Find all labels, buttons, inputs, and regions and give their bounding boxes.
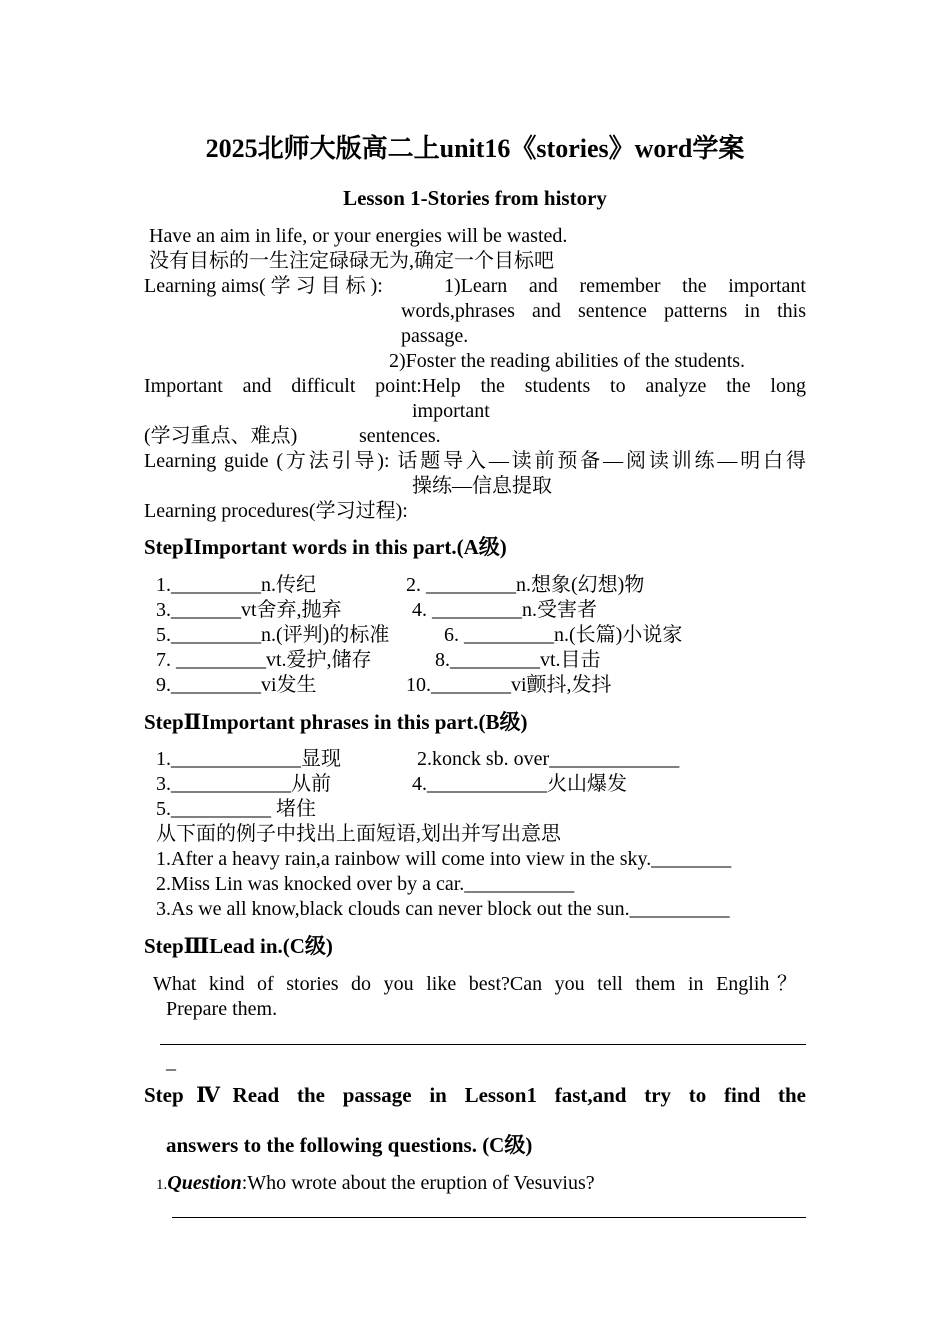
step4-question-number: 1. <box>156 1177 168 1193</box>
learning-aims-line-1: 1)Learn and remember the important <box>444 275 806 297</box>
learning-procedures: Learning procedures(学习过程): <box>144 500 408 522</box>
step1-item-10: 10.________vi颤抖,发抖 <box>406 674 612 696</box>
lesson-title: Lesson 1-Stories from history <box>343 186 607 210</box>
document-page <box>144 0 806 1344</box>
step1-item-4: 4. _________n.受害者 <box>412 599 597 621</box>
step3-question-line-2: Prepare them. <box>166 998 278 1020</box>
learning-aims-line-3: passage. <box>401 325 469 347</box>
learning-aims-line-2: words,phrases and sentence patterns in this <box>401 300 806 322</box>
step4-answer-line <box>172 1217 806 1218</box>
learning-aims-row <box>144 274 806 299</box>
step2-sentence-1: 1.After a heavy rain,a rainbow will come into view in the sky.________ <box>156 848 732 870</box>
step2-item-3: 3.____________从前 <box>156 773 331 795</box>
learning-aims-label: Learning aims( 学 习 目 标 ): <box>144 275 383 297</box>
step3-question-line-1: What kind of stories do you like best?Can you tell them in Englih？ <box>153 973 797 995</box>
motto-english: Have an aim in life, or your energies will be wasted. <box>149 225 568 247</box>
step1-item-5: 5._________n.(评判)的标准 <box>156 624 390 646</box>
document-title: 2025北师大版高二上unit16《stories》word学案 <box>205 134 745 163</box>
step1-item-2: 2. _________n.想象(幻想)物 <box>406 574 645 596</box>
step2-item-4: 4.____________火山爆发 <box>412 773 627 795</box>
important-point-line-1: Important and difficult point:Help the students to analyze the long <box>144 375 806 397</box>
step4-question-1 <box>156 1171 595 1198</box>
step4-question-label: Question <box>167 1172 242 1194</box>
learning-guide-line-2: 操练—信息提取 <box>412 475 552 497</box>
step2-instruction: 从下面的例子中找出上面短语,划出并写出意思 <box>156 823 561 845</box>
step3-heading: StepⅢLead in.(C级) <box>144 934 333 958</box>
motto-chinese: 没有目标的一生注定碌碌无为,确定一个目标吧 <box>149 250 554 272</box>
step1-item-9: 9._________vi发生 <box>156 674 317 696</box>
step3-answer-line <box>160 1044 806 1045</box>
step2-sentence-2: 2.Miss Lin was knocked over by a car.___________ <box>156 873 575 895</box>
step2-item-5: 5.__________ 堵住 <box>156 798 316 820</box>
step3-answer-dash: _ <box>166 1051 176 1073</box>
step1-item-8: 8._________vt.目击 <box>435 649 601 671</box>
step1-item-6: 6. _________n.(长篇)小说家 <box>444 624 683 646</box>
step2-sentence-3: 3.As we all know,black clouds can never block out the sun.__________ <box>156 898 730 920</box>
step2-item-2: 2.konck sb. over_____________ <box>417 748 680 770</box>
step4-heading-line-1: StepⅣRead the passage in Lesson1 fast,and try to find the <box>144 1083 806 1107</box>
step4-question-text: :Who wrote about the eruption of Vesuvius? <box>241 1172 595 1194</box>
important-point-line-3: sentences. <box>359 425 441 447</box>
step1-heading: StepⅠImportant words in this part.(A级) <box>144 535 507 559</box>
step1-item-3: 3._______vt舍弃,抛弃 <box>156 599 342 621</box>
step1-item-7: 7. _________vt.爱护,储存 <box>156 649 372 671</box>
learning-aims-line-4: 2)Foster the reading abilities of the students. <box>389 350 746 372</box>
step4-heading-line-2: answers to the following questions. (C级) <box>166 1133 533 1157</box>
important-point-label: (学习重点、难点) <box>144 425 298 447</box>
learning-guide-line-1: Learning guide (方法引导): 话题导入—读前预备—阅读训练—明白得 <box>144 450 806 472</box>
step2-item-1: 1._____________显现 <box>156 748 341 770</box>
step2-heading: StepⅡImportant phrases in this part.(B级) <box>144 710 528 734</box>
step1-item-1: 1._________n.传纪 <box>156 574 316 596</box>
important-point-line-2: important <box>412 400 490 422</box>
